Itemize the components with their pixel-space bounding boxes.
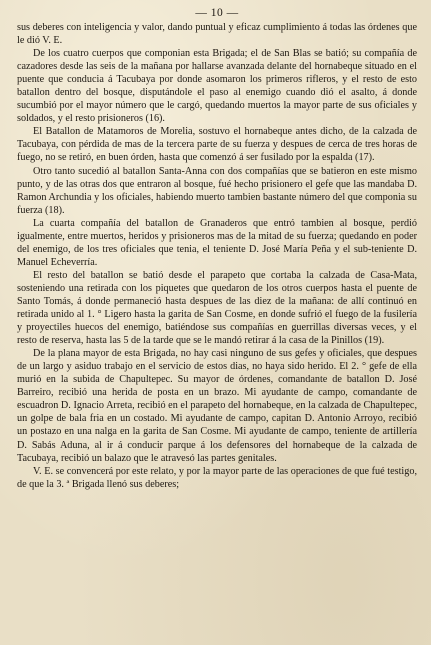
- paragraph-continuation: sus deberes con inteligencia y valor, dando puntual y eficaz cumplimiento á todas las órdenes que le dió V. E.: [17, 22, 417, 47]
- paragraph-matamoros: El Batallon de Matamoros de Morelia, sostuvo el hornabeque antes dicho, de la calzada de Tacubaya, con pérdida de mas de la tercera parte de su fuerza y despues de cerca de tres horas de fuego, no se retiró, en buen órden, hasta que comenzó á ser fusilado por la espalda (17).: [17, 126, 417, 164]
- paragraph-resto-batallon: El resto del batallon se batió desde el parapeto que cortaba la calzada de Casa-Mata, sosteniendo una retirada con los piquetes que quedaron de los otros cuerpos hasta el puente de Santo Tomás, á donde permaneció hasta despues de las diez de la mañana: de allí continuó en retirada unido al 1. ° Ligero hasta la garita de San Cosme, en donde sufrió el fuego de la fusilería y proyectiles huecos del enemigo, batiéndose sus compañías en guerrillas diversas veces, y el resto de reserva, hasta las 5 de la tarde que se le mandó retirar á la casa de la Pinillos (19).: [17, 269, 417, 347]
- paragraph-granaderos: La cuarta compañía del batallon de Granaderos que entró tambien al bosque, perdió igualmente, entre muertos, heridos y prisioneros mas de la mitad de su fuerza; quedando en poder del enemigo, de los tres oficiales que tenia, el teniente D. José María Peña y el sub-teniente D. Manuel Echeverría.: [17, 217, 417, 268]
- paragraph-san-blas: De los cuatro cuerpos que componian esta Brigada; el de San Blas se batió; su compañía de cazadores desde las seis de la mañana por hallarse avanzada delante del hornabeque situado en el puente que conducia á Tacubaya por donde asomaron los primeros rifleros, y el resto de esto batallon dentro del bosque, disputándole el paso al enemigo cuando dió el asalto, á donde sucumbió por el mayor número que le cargó, quedando muertos la mayor parte de sus oficiales y soldados, y el resto prisioneros (16).: [17, 48, 417, 125]
- body-text: [17, 21, 417, 491]
- paragraph-conclusion: V. E. se convencerá por este relato, y por la mayor parte de las operaciones de que fué testigo, de que la 3. ª Brigada llenó sus deberes;: [17, 465, 417, 490]
- paragraph-santa-anna: Otro tanto sucedió al batallon Santa-Anna con dos compañías que se batieron en este mismo punto, y de las otras dos que entraron al bosque, fué hecho prisionero el gefe que las mandaba D. Ramon Archundia y los oficiales, habiendo muerto tambien bastante número del que componia su fuerza (18).: [17, 165, 417, 216]
- paragraph-plana-mayor: De la plana mayor de esta Brigada, no hay casi ninguno de sus gefes y oficiales, que despues de un largo y asiduo trabajo en el servicio de estos dias, no haya sido herido. El 2. ° gefe de ella murió en la subida de Chapultepec. Su mayor de órdenes, comandante de batallon D. José Barreiro, recibió una herida de posta en un brazo. Mi ayudante de campo, comandante de escuadron D. Ignacio Arreta, recibió en el parapeto del hornabeque, en la calzada de Chapultepec, un golpe de bala fria en un costado. Mi ayudante de campo, capitan D. Antonio Arroyo, recibió un postazo en una nalga en la garita de San Cosme. Mi ayudante de campo, teniente de artillería D. Sabás Aduna, al ir á conducir parque á los defensores del hornabeque de la calzada de Tacubaya, recibió un balazo que le atravesó las partes genitales.: [17, 348, 417, 464]
- page-number: — 10 —: [195, 7, 239, 19]
